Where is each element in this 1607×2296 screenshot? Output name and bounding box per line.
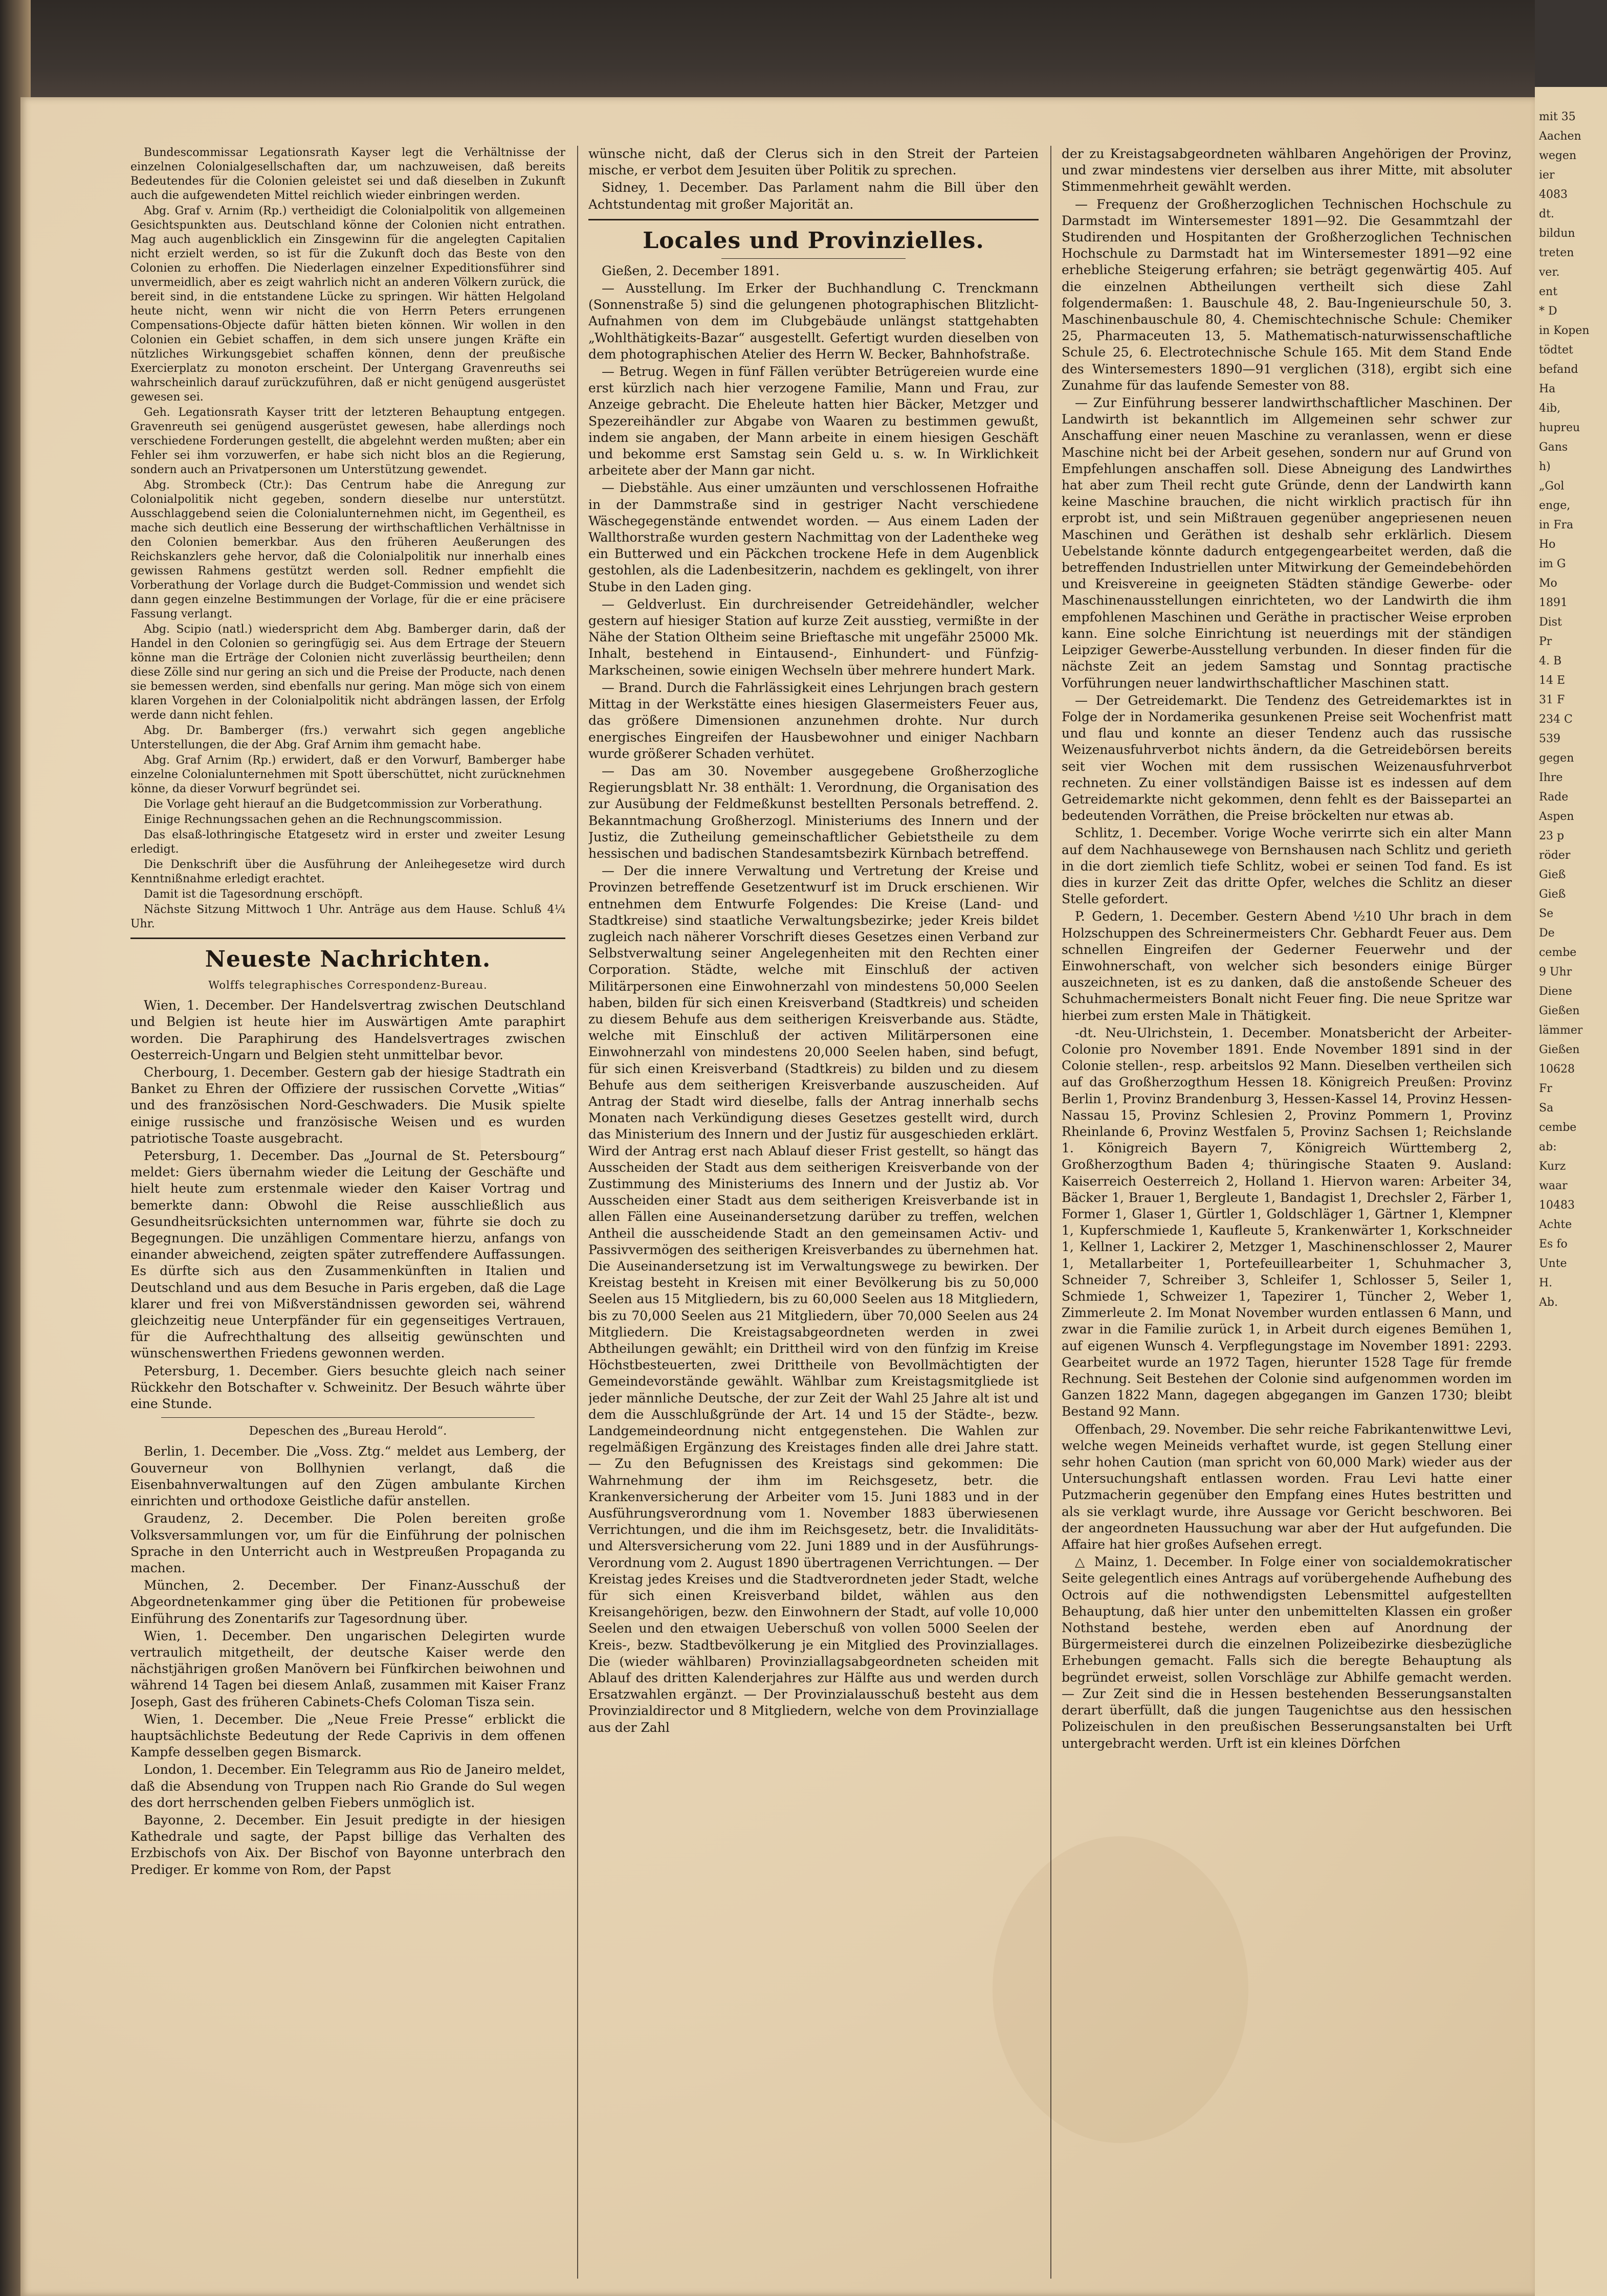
edge-text-fragment: ent [1539,285,1558,298]
herold-list [130,1443,565,1878]
edge-text-fragment: Es fo [1539,1238,1568,1251]
edge-text-fragment: gegen [1539,752,1574,765]
edge-text-fragment: cembe [1539,946,1577,959]
column-rule [1050,146,1051,2279]
article-paragraph: Geh. Legationsrath Kayser tritt der letzteren Behauptung entgegen. Gravenreuth sei genügend ausgerüstet gewesen, habe allerdings noch verschiedene Forderungen gestellt, die abgelehnt werden mußten; aber ein Fehler sei ihm vorzuwerfen, er habe sich nicht blos an die Regierung, sondern auch an Privatpersonen um Unterstützung gewendet. [130,406,565,476]
column-3 [1062,146,1512,2279]
edge-text-fragment: 10483 [1539,1199,1575,1212]
edge-text-fragment: waar [1539,1179,1568,1192]
edge-text-fragment: bildun [1539,227,1575,240]
edge-text-fragment: Mo [1539,577,1557,590]
edge-text-fragment: Se [1539,907,1554,920]
article-paragraph: Abg. Strombeck (Ctr.): Das Centrum habe die Anregung zur Colonialpolitik nicht gegeben, sondern dieselbe nur unterstützt. Ausschlaggebend seien die Colonialunternehmen nicht, im Gegentheil, es mache sich deutlich eine Besserung der wirthschaftlichen Verhältnisse in den Colonien bemerkbar. Aus den früheren Aeußerungen des Reichskanzlers gehe hervor, daß die Colonialpolitik nur innerhalb eines gewissen Rahmens gestützt werden soll. Redner empfiehlt die Vorberathung der Vorlage durch die Budget-Commission und wendet sich dann gegen einzelne Bestimmungen der Vorlage, für die er eine präcisere Fassung verlangt. [130,479,565,620]
news-section-subtitle: Wolffs telegraphisches Correspondenz-Bureau. [208,979,488,991]
local-news-item: der zu Kreistagsabgeordneten wählbaren Angehörigen der Provinz, und zwar mindestens vier derselben aus ihrer Mitte, mit absoluter Stimmenmehrheit gewählt werden. [1062,146,1512,194]
news-item: Berlin, 1. December. Die „Voss. Ztg.“ meldet aus Lemberg, der Gouverneur von Bollhynien verlangt, daß die Eisenbahnverwaltungen auf den Zügen ambulante Kirchen einrichten und orthodoxe Geistliche dafür anstellen. [130,1444,565,1509]
edge-text-fragment: h) [1539,460,1551,473]
edge-text-fragment: 10628 [1539,1063,1575,1076]
edge-text-fragment: Sa [1539,1102,1554,1114]
edge-text-fragment: 4083 [1539,188,1568,201]
edge-text-fragment: Ihre [1539,771,1563,784]
edge-text-fragment: 14 E [1539,674,1566,687]
local-news-continuation [1062,146,1512,1752]
edge-text-fragment: röder [1539,849,1571,862]
edge-text-fragment: Gieß [1539,868,1566,881]
herold-heading: Depeschen des „Bureau Herold“. [249,1424,447,1438]
parliament-report [130,146,565,931]
scan-top-margin [31,0,1535,97]
article-paragraph: Die Vorlage geht hierauf an die Budgetcommission zur Vorberathung. [144,798,543,811]
local-news-item: Gießen, 2. December 1891. [602,263,780,278]
column-rule [577,146,578,2279]
news-item: London, 1. December. Ein Telegramm aus Rio de Janeiro meldet, daß die Absendung von Truppen nach Rio Grande do Sul wegen des dort herrschenden gelben Fiebers unmöglich ist. [130,1762,565,1810]
edge-text-fragment: 23 p [1539,830,1565,842]
local-news-item: Schlitz, 1. December. Vorige Woche verirrte sich ein alter Mann auf dem Nachhausewege von Bernshausen nach Schlitz und gerieth in die dort ziemlich tiefe Schlitz, wobei er seinen Tod fand. Es ist dies in kurzer Zeit das dritte Opfer, welches die Schlitz an dieser Stelle gefordert. [1062,826,1512,907]
local-news-item: — Zur Einführung besserer landwirthschaftlicher Maschinen. Der Landwirth ist bekanntlich im Allgemeinen sehr schwer zur Anschaffung einer neuen Maschine zu veranlassen, wenn er diese Maschine nicht bei der Arbeit gesehen, sondern nur auf Grund von Empfehlungen anschaffen soll. Diese Abneigung des Landwirthes hat aber zum Theil recht gute Gründe, denn der Landwirth kann keine Maschine brauchen, die nicht wirklich practisch für ihn erprobt ist, und sein Mißtrauen gegenüber angepriesenen neuen Maschinen und Geräthen ist deshalb sehr erklärlich. Diesem Uebelstande könnte dadurch entgegengearbeitet werden, daß die betreffenden Industriellen unter Mitwirkung der Gemeindebehörden und Kreisvereine in geeigneten Städten ständige Gewerbe- oder Maschinenausstellungen einrichteten, wo der Landwirth die ihm empfohlenen Maschinen und Geräthe in practischer Weise erproben kann. Eine solche Einrichtung ist neuerdings mit der ständigen Leipziger Gewerbe-Ausstellung verbunden. In dieser finden für die nächste Zeit an jedem Samstag und Sonntag practische Vorführungen neuer landwirthschaftlicher Maschinen statt. [1062,395,1512,690]
edge-text-fragment: befand [1539,363,1578,376]
divider [721,258,906,259]
local-news-item: — Geldverlust. Ein durchreisender Getreidehändler, welcher gestern auf hiesiger Station auf kurze Zeit ausstieg, vermißte in der Nähe der Station Oltheim seine Brieftasche mit ungefähr 25000 Mk. Inhalt, bestehend in Eintausend-, Einhundert- und Fünfzig-Markscheinen, sowie einigen Wechseln über mehrere hundert Mark. [588,596,1039,678]
news-section-title: Neueste Nachrichten. [205,946,491,972]
section-rule [588,219,1039,220]
news-item: Wien, 1. December. Den ungarischen Delegirten wurde vertraulich mitgetheilt, der deutsche Kaiser werde den nächstjährigen großen Manövern bei Fünfkirchen beiwohnen und während 14 Tagen bei diesem Anlaß, zusammen mit Kaiser Franz Joseph, Gast des früheren Cabinets-Chefs Coloman Tisza sein. [130,1628,565,1709]
edge-text-fragment: De [1539,927,1555,940]
local-news-item: — Das am 30. November ausgegebene Großherzogliche Regierungsblatt Nr. 38 enthält: 1. Verordnung, die Organisation des zur Ausübung der Feldmeßkunst bestellten Personals betreffend. 2. Bekanntmachung Großherzogl. Ministeriums des Innern und der Justiz, die Zutheilung gemeinschaftlicher Gebietstheile zu dem hessischen und badischen Standesamtsbezirk Kürnbach betreffend. [588,763,1039,861]
article-paragraph: Damit ist die Tagesordnung erschöpft. [144,888,363,901]
news-item: Petersburg, 1. December. Giers besuchte gleich nach seiner Rückkehr den Botschafter v. Schweinitz. Der Besuch währte über eine Stunde. [130,1363,565,1412]
edge-text-fragment: Kurz [1539,1160,1566,1173]
news-item: Graudenz, 2. December. Die Polen bereiten große Volksversammlungen vor, um für die Einführung der polnischen Sprache in den Unterricht auch in Westpreußen Propaganda zu machen. [130,1511,565,1575]
article-paragraph: Abg. Dr. Bamberger (frs.) verwahrt sich gegen angebliche Unterstellungen, die der Abg. Graf Arnim ihm gemacht habe. [130,724,565,751]
local-news-item: Offenbach, 29. November. Die sehr reiche Fabrikantenwittwe Levi, welche wegen Meineids verhaftet wurde, ist gegen Stellung einer sehr hohen Caution (man spricht von 60,000 Mark) wieder aus der Untersuchungshaft entlassen worden. Frau Levi hatte einer Putzmacherin gegenüber den Empfang eines Hutes bestritten und als sie verklagt wurde, ihre Aussage vor Gericht beschworen. Bei der angeordneten Haussuchung war aber der Hut aufgefunden. Die Affaire hat hier großes Aufsehen erregt. [1062,1421,1512,1552]
adjacent-page-edge [1535,87,1607,2296]
local-news-item: △ Mainz, 1. December. In Folge einer von socialdemokratischer Seite gelegentlich eines Antrags auf vorübergehende Aufhebung des Octrois auf die nothwendigsten Lebensmittel aufgestellten Behauptung, daß hier unter den unbemittelten Klassen ein großer Nothstand bestehe, werden eben auf Anordnung der Bürgermeisterei durch die einzelnen Polizeibezirke diesbezügliche Erhebungen gemacht. Falls sich die beregte Behauptung als begründet erweist, sollen Vorschläge zur Abhilfe gemacht werden. — Zur Zeit sind die in Hessen bestehenden Besserungsanstalten derart überfüllt, daß die jungen Taugenichtse aus den hessischen Polizeischulen in den preußischen Besserungsanstalten bei Urft untergebracht werden. Urft ist ein kleines Dörfchen [1062,1554,1512,1751]
article-paragraph: Das elsaß-lothringische Etatgesetz wird in erster und zweiter Lesung erledigt. [130,829,565,856]
section-rule [130,938,565,939]
edge-text-fragment: tödtet [1539,344,1573,356]
news-list [130,997,565,1412]
edge-text-fragment: Pr [1539,635,1552,648]
edge-text-fragment: Ab. [1539,1296,1558,1309]
news-continuation [588,146,1039,213]
adjacent-page-text [1539,107,1605,1312]
article-paragraph: Abg. Graf Arnim (Rp.) erwidert, daß er den Vorwurf, Bamberger habe einzelne Colonialunternehmen mit Spott überschüttet, nicht zurücknehmen könne, da dieser Vorwurf begründet sei. [130,754,565,795]
edge-text-fragment: Ho [1539,538,1556,551]
edge-text-fragment: 234 C [1539,713,1573,726]
edge-text-fragment: „Gol [1539,480,1565,493]
article-paragraph: Sidney, 1. December. Das Parlament nahm die Bill über den Achtstundentag mit großer Majorität an. [588,180,1039,212]
edge-text-fragment: 4ib, [1539,402,1561,415]
article-paragraph: Die Denkschrift über die Ausführung der Anleihegesetze wird durch Kenntnißnahme erledigt erachtet. [130,858,565,885]
local-news-item: P. Gedern, 1. December. Gestern Abend ½10 Uhr brach in dem Holzschuppen des Schreinermeisters Chr. Gebhardt Feuer aus. Dem schnellen Eingreifen der Gederner Feuerwehr und der Einwohnerschaft, von welcher sich besonders einige Bürger auszeichneten, ist es zu danken, daß die anstoßende Scheuer des Schuhmachermeisters Bonalt nicht Feuer fing. Die neue Spritze war hierbei zum ersten Male in Thätigkeit. [1062,909,1512,1023]
edge-text-fragment: Dist [1539,616,1562,629]
edge-text-fragment: in Fra [1539,519,1574,531]
local-news-item: — Ausstellung. Im Erker der Buchhandlung C. Trenckmann (Sonnenstraße 5) sind die gelungenen photographischen Blitzlicht-Aufnahmen von dem im Clubgebäude unlängst stattgehabten „Wohlthätigkeits-Bazar“ ausgestellt. Gefertigt wurden dieselben von dem photographischen Atelier des Herrn W. Becker, Bahnhofstraße. [588,281,1039,362]
local-news-item: — Frequenz der Großherzoglichen Technischen Hochschule zu Darmstadt im Wintersemester 1891—92. Die Gesammtzahl der Studirenden und Hospitanten der Großherzoglichen Technischen Hochschule zu Darmstadt hat im Wintersemester 1891—92 eine erhebliche Steigerung erfahren; sie beträgt gegenwärtig 405. Auf die einzelnen Abtheilungen vertheilt sich diese Zahl folgendermaßen: 1. Bauschule 48, 2. Bau-Ingenieurschule 50, 3. Maschinenbauschule 80, 4. Chemischtechnische Schule: Chemiker 25, Pharmaceuten 13, 5. Mathematisch-naturwissenschaftliche Schule 25, 6. Electrotechnische Schule 165. Mit dem Stand Ende des Wintersemesters 1890—91 verglichen (318), ergibt sich eine Zunahme für das laufende Semester von 88. [1062,196,1512,393]
edge-text-fragment: ier [1539,169,1555,182]
local-news-item: -dt. Neu-Ulrichstein, 1. December. Monatsbericht der Arbeiter-Colonie pro November 1891. Ende November 1891 sind in der Colonie stellen-, resp. arbeitslos 92 Mann. Dieselben vertheilen sich auf das Großherzogthum Hessen 18. Königreich Preußen: Provinz Berlin 1, Provinz Brandenburg 3, Hessen-Kassel 14, Provinz Hessen-Nassau 15, Provinz Schlesien 2, Provinz Pommern 1, Provinz Rheinlande 6, Provinz Westfalen 5, Provinz Sachsen 1; Reichslande 1. Königreich Bayern 7, Königreich Württemberg 2, Großherzogthum Baden 4; thüringische Staaten 9. Ausland: Kaiserreich Oesterreich 2, Holland 1. Hiervon waren: Arbeiter 34, Bäcker 1, Brauer 1, Bergleute 1, Bandagist 1, Drechsler 2, Färber 1, Former 1, Glaser 1, Gürtler 1, Goldschläger 1, Gärtner 1, Klempner 1, Kupferschmiede 1, Kaufleute 5, Krankenwärter 1, Korkschneider 1, Kellner 1, Lackirer 2, Metzger 1, Maschinenschlosser 2, Maurer 1, Metallarbeiter 1, Portefeuillearbeiter 1, Schuhmacher 3, Schneider 7, Schreiber 3, Schleifer 1, Schlosser 5, Seiler 1, Schmiede 1, Schweizer 1, Tapezirer 1, Tüncher 2, Weber 1, Zimmerleute 2. Im Monat November wurden entlassen 6 Mann, und zwar in die Familie zurück 1, in Arbeit durch eigenes Bemühen 1, auf eigenen Wunsch 4. Verpflegungstage im November 1891: 2293. Gearbeitet wurde an 1972 Tagen, hierunter 1528 Tage für fremde Rechnung. Seit Bestehen der Colonie sind aufgenommen worden im Ganzen 1822 Mann, dagegen abgegangen im Ganzen 1730; bleibt Bestand 92 Mann. [1062,1025,1512,1419]
edge-text-fragment: Gieß [1539,888,1566,901]
edge-text-fragment: Gießen [1539,1005,1580,1017]
article-paragraph: wünsche nicht, daß der Clerus sich in den Streit der Parteien mische, er verbot dem Jesuiten über Politik zu sprechen. [588,146,1039,178]
local-news-item: — Der die innere Verwaltung und Vertretung der Kreise und Provinzen betreffende Gesetzentwurf ist im Druck erschienen. Wir entnehmen dem Entwurfe Folgendes: Die Kreise (Land- und Stadtkreise) sind staatliche Verwaltungsbezirke; jeder Kreis bildet zugleich nach näherer Vorschrift dieses Gesetzes einen Verband zur Selbstverwaltung seiner Angelegenheiten mit den Rechten einer Corporation. Städte, welche mit Einschluß der activen Militärpersonen eine Einwohnerzahl von mindestens 50,000 Seelen haben, bilden für sich einen Kreisverband (Stadtkreis) und scheiden zu diesem Behufe aus dem seitherigen Kreisverbande aus. Städte, welche mit Einschluß der activen Militärpersonen eine Einwohnerzahl von mindestens 20,000 Seelen haben, sind befugt, für sich einen Kreisverband (Stadtkreis) zu bilden und zu diesem Behufe aus dem seitherigen Kreisverbande auszuscheiden. Auf Antrag der Stadt wird dieselbe, falls der Antrag innerhalb sechs Monaten nach Verkündigung dieses Gesetzes gestellt wird, durch das Ministerium des Innern und der Justiz für ausgeschieden erklärt. Wird der Antrag erst nach Ablauf dieser Frist gestellt, so hängt das Ausscheiden der Stadt aus dem seitherigen Kreisverbande von der Zustimmung des Ministeriums des Innern und der Justiz ab. Vor Ausscheiden einer Stadt aus dem seitherigen Kreisverbande ist in allen Fällen eine Auseinandersetzung darüber zu treffen, welchen Antheil die ausscheidende Stadt an den gemeinsamen Activ- und Passivvermögen des seitherigen Kreisverbandes zu übernehmen hat. Die Auseinandersetzung ist im Verwaltungswege zu bewirken. Der Kreistag besteht in Kreisen mit einer Bevölkerung bis zu 50,000 Seelen aus 15 Mitgliedern, bis zu 60,000 Seelen aus 18 Mitgliedern, bis zu 70,000 Seelen aus 21 Mitgliedern, über 70,000 Seelen aus 24 Mitgliedern. Die Kreistagsabgeordneten werden in zwei Abtheilungen gewählt; ein Drittheil wird von den fünfzig im Kreise Höchstbesteuerten, zwei Drittheile von Bevollmächtigten der Gemeindevorstände gewählt. Wählbar zum Kreistagsmitgliede ist jeder männliche Deutsche, der zur Zeit der Wahl 25 Jahre alt ist und dem die Ausschlußgründe der Art. 14 und 15 der Städte-, bezw. Landgemeindeordnung nicht entgegenstehen. Die Wahlen zur regelmäßigen Ergänzung des Kreistages finden alle drei Jahre statt. — Zu den Befugnissen des Kreistags sind gekommen: Die Wahrnehmung der ihm im Reichsgesetz, betr. die Krankenversicherung der Arbeiter vom 15. Juni 1883 und in der Ausführungsverordnung vom 1. November 1883 überwiesenen Verrichtungen, und die ihm im Reichsgesetz, betr. die Invaliditäts- und Altersversicherung vom 22. Juni 1889 und in der Ausführungs-Verordnung vom 2. August 1890 übertragenen Verrichtungen. — Der Kreistag jedes Kreises und die Stadtverordneten jeder Stadt, welche für sich einen Kreisverband bildet, wählen aus den Kreisangehörigen, bezw. den Einwohnern der Stadt, auf volle 10,000 Seelen und den etwaigen Ueberschuß von vollen 5000 Seelen der Kreis-, bezw. Stadtbevölkerung je ein Mitglied des Provinziallages. Die (wieder wählbaren) Provinziallagsabgeordneten scheiden mit Ablauf des dritten Kalenderjahres zur Hälfte aus und werden durch Ersatzwahlen ergänzt. — Der Provinzialausschuß besteht aus dem Provinzialdirector und 8 Mitgliedern, welche von dem Provinziallage aus der Zahl [588,863,1039,1735]
article-paragraph: Bundescommissar Legationsrath Kayser legt die Verhältnisse der einzelnen Colonialgesellschaften dar, um nachzuweisen, daß bereits Bedeutendes für die Colonien geleistet sei und daß dieselben in Zukunft auch die aufgewendeten Mittel reichlich wieder einbringen werden. [130,146,565,202]
news-item: Wien, 1. December. Die „Neue Freie Presse“ erblickt die hauptsächlichste Bedeutung der Rede Caprivis in dem offenen Kampfe desselben gegen Bismarck. [130,1711,565,1760]
local-news-item: — Betrug. Wegen in fünf Fällen verübter Betrügereien wurde eine erst kürzlich nach hier verzogene Familie, Mann und Frau, zur Anzeige gebracht. Die Eheleute hatten hier Bäcker, Metzger und Spezereihändler zur Abgabe von Waaren zu bestimmen gewußt, indem sie angaben, der Mann arbeite in einem hiesigen Geschäft und bekomme erst Samstag sein Geld u. s. w. In Wirklichkeit arbeitete aber der Mann gar nicht. [588,364,1039,478]
edge-text-fragment: hupreu [1539,421,1580,434]
news-item: Petersburg, 1. December. Das „Journal de St. Petersbourg“ meldet: Giers übernahm wieder die Leitung der Geschäfte und hielt heute zum erstenmale wieder den Kaiser Vortrag und bemerkte dann: Obwohl die Reise ausschließlich aus Gesundheitsrücksichten unternommen war, führte sie doch zu Begegnungen. Die unzähligen Commentare hierzu, anfangs von einander abweichend, zeigten später zutreffendere Auffassungen. Es dürfte sich aus den Zusammenkünften in Italien und Deutschland und aus dem Besuche in Paris ergeben, daß die Lage klarer und frei von Mißverständnissen geworden sei, während gleichzeitig neue Unterpfänder für ein gegenseitiges Vertrauen, für die Aufrechthaltung des allseitig gewünschten und wünschenswerthen Friedens gewonnen werden. [130,1148,565,1361]
edge-text-fragment: Gießen [1539,1043,1580,1056]
edge-text-fragment: Aachen [1539,130,1581,143]
local-news-item: — Der Getreidemarkt. Die Tendenz des Getreidemarktes ist in Folge der in Nordamerika gesunkenen Preise seit Wochenfrist matt und flau und konnte an dieser Tendenz auch das russische Weizenausfuhrverbot nichts ändern, da die Getreidebörsen bereits seit vier Wochen mit dem russischen Weizenausfuhrverbot rechneten. Zu einer vollständigen Baisse ist es indessen auf dem Getreidemarkte nicht gekommen, denn fehlt es der Baissepartei an bedeutenden Vorräthen, die Preise bröckelten nur etwas ab. [1062,693,1512,823]
edge-text-fragment: ver. [1539,266,1560,279]
edge-text-fragment: lämmer [1539,1024,1583,1037]
edge-text-fragment: mit 35 [1539,110,1576,123]
edge-text-fragment: treten [1539,247,1574,259]
news-item: München, 2. December. Der Finanz-Ausschuß der Abgeordnetenkammer ging über die Petitionen für probeweise Einführung des Zonentarifs zur Tagesordnung über. [130,1578,565,1626]
newspaper-page [20,97,1535,2296]
edge-text-fragment: cembe [1539,1121,1577,1134]
edge-text-fragment: wegen [1539,149,1577,162]
local-news-item: — Diebstähle. Aus einer umzäunten und verschlossenen Hofraithe in der Dammstraße sind in gestriger Nacht verschiedene Wäschegegenstände entwendet worden. — Aus einem Laden der Wallthorstraße wurden gestern Nachmittag von der Ladentheke weg ein Butterwed und ein Päckchen trockene Hefe in dem Augenblick gestohlen, als die Ladenbesitzerin, nachdem es geklingelt, von ihrer Stube in den Laden ging. [588,480,1039,594]
edge-text-fragment: 1891 [1539,596,1568,609]
edge-text-fragment: 31 F [1539,694,1565,706]
edge-text-fragment: Gans [1539,441,1568,454]
article-paragraph: Abg. Graf v. Arnim (Rp.) vertheidigt die Colonialpolitik von allgemeinen Gesichtspunkten aus. Deutschland könne der Colonien nicht entrathen. Mag auch augenblicklich ein Zinsgewinn für die angelegten Capitalien nicht erzielt werden, so ist für die Zukunft doch das Beste von den Colonien zu erhoffen. Die Niederlagen einzelner Expeditionsführer sind unvermeidlich, aber es zeigt wahrlich nicht an anderen Völkern zurück, die bereit sind, in die entstandene Lücke zu springen. Wir hätten Helgoland heute nicht, wenn wir nicht die von Herrn Peters errungenen Compensations-Objecte dafür hätten bieten können. Wir wollen in den Colonien ein Gebiet schaffen, in dem sich unsere jungen Kräfte ein nützliches Wirkungsgebiet schaffen können, denn der preußische Exercierplatz zu monoton erscheint. Der Untergang Gravenreuths sei wahrscheinlich darauf zurückzuführen, daß er nicht genügend ausgerüstet gewesen sei. [130,205,565,404]
edge-text-fragment: 9 Uhr [1539,966,1572,978]
column-2 [588,146,1039,2279]
edge-text-fragment: Ha [1539,383,1556,395]
local-news-list [588,263,1039,1736]
edge-text-fragment: H. [1539,1277,1553,1289]
article-paragraph: Nächste Sitzung Mittwoch 1 Uhr. Anträge aus dem Hause. Schluß 4¼ Uhr. [130,903,565,930]
article-paragraph: Abg. Scipio (natl.) wiederspricht dem Abg. Bamberger darin, daß der Handel in den Colonien so geringfügig sei. Aus dem Ertrage der Steuern könne man die Erträge der Colonien nicht zuverlässig beurtheilen; denn diese Zölle sind nur gering an sich und die Preise der Producte, nach denen sie bemessen werden, sind ebenfalls nur gering. Man möge sich von einem klaren Vorgehen in der Colonialpolitik nicht abdrängen lassen, der Erfolg werde dann nicht fehlen. [130,623,565,722]
local-news-item: — Brand. Durch die Fahrlässigkeit eines Lehrjungen brach gestern Mittag in der Werkstätte eines hiesigen Glasermeisters Feuer aus, das größere Dimensionen anzunehmen drohte. Nur durch energisches Eingreifen der Hausbewohner und einiger Nachbarn wurde größerer Schaden verhütet. [588,680,1039,761]
edge-text-fragment: Rade [1539,791,1569,804]
article-paragraph: Einige Rechnungssachen gehen an die Rechnungscommission. [144,813,502,826]
edge-text-fragment: 539 [1539,732,1560,745]
edge-text-fragment: Diene [1539,985,1572,998]
news-item: Bayonne, 2. December. Ein Jesuit predigte in der hiesigen Kathedrale und sagte, der Papst billige das Verhalten des Erzbischofs von Aix. Der Bischof von Bayonne unterbrach den Prediger. Er komme von Rom, der Papst [130,1812,565,1877]
edge-text-fragment: Fr [1539,1082,1552,1095]
divider [161,1417,535,1418]
edge-text-fragment: im G [1539,558,1566,570]
column-1 [130,146,565,2279]
edge-text-fragment: 4. B [1539,655,1562,667]
edge-text-fragment: in Kopen [1539,324,1590,337]
news-item: Cherbourg, 1. December. Gestern gab der hiesige Stadtrath ein Banket zu Ehren der Offiziere der russischen Corvette „Witias“ und des französischen Nord-Geschwaders. Die Musik spielte einige russische und französische Weisen und es wurden patriotische Toaste ausgebracht. [130,1065,565,1146]
edge-text-fragment: dt. [1539,208,1554,220]
edge-text-fragment: ab: [1539,1141,1557,1153]
local-section-title: Locales und Provinzielles. [643,227,984,254]
edge-text-fragment: enge, [1539,499,1571,512]
edge-text-fragment: Unte [1539,1257,1567,1270]
edge-text-fragment: Achte [1539,1218,1572,1231]
edge-text-fragment: Aspen [1539,810,1574,823]
edge-text-fragment: * D [1539,305,1557,318]
news-item: Wien, 1. December. Der Handelsvertrag zwischen Deutschland und Belgien ist heute hier im Auswärtigen Amte paraphirt worden. Die Paraphirung des Handelsvertrages zwischen Oesterreich-Ungarn und Belgien steht unmittelbar bevor. [130,998,565,1062]
